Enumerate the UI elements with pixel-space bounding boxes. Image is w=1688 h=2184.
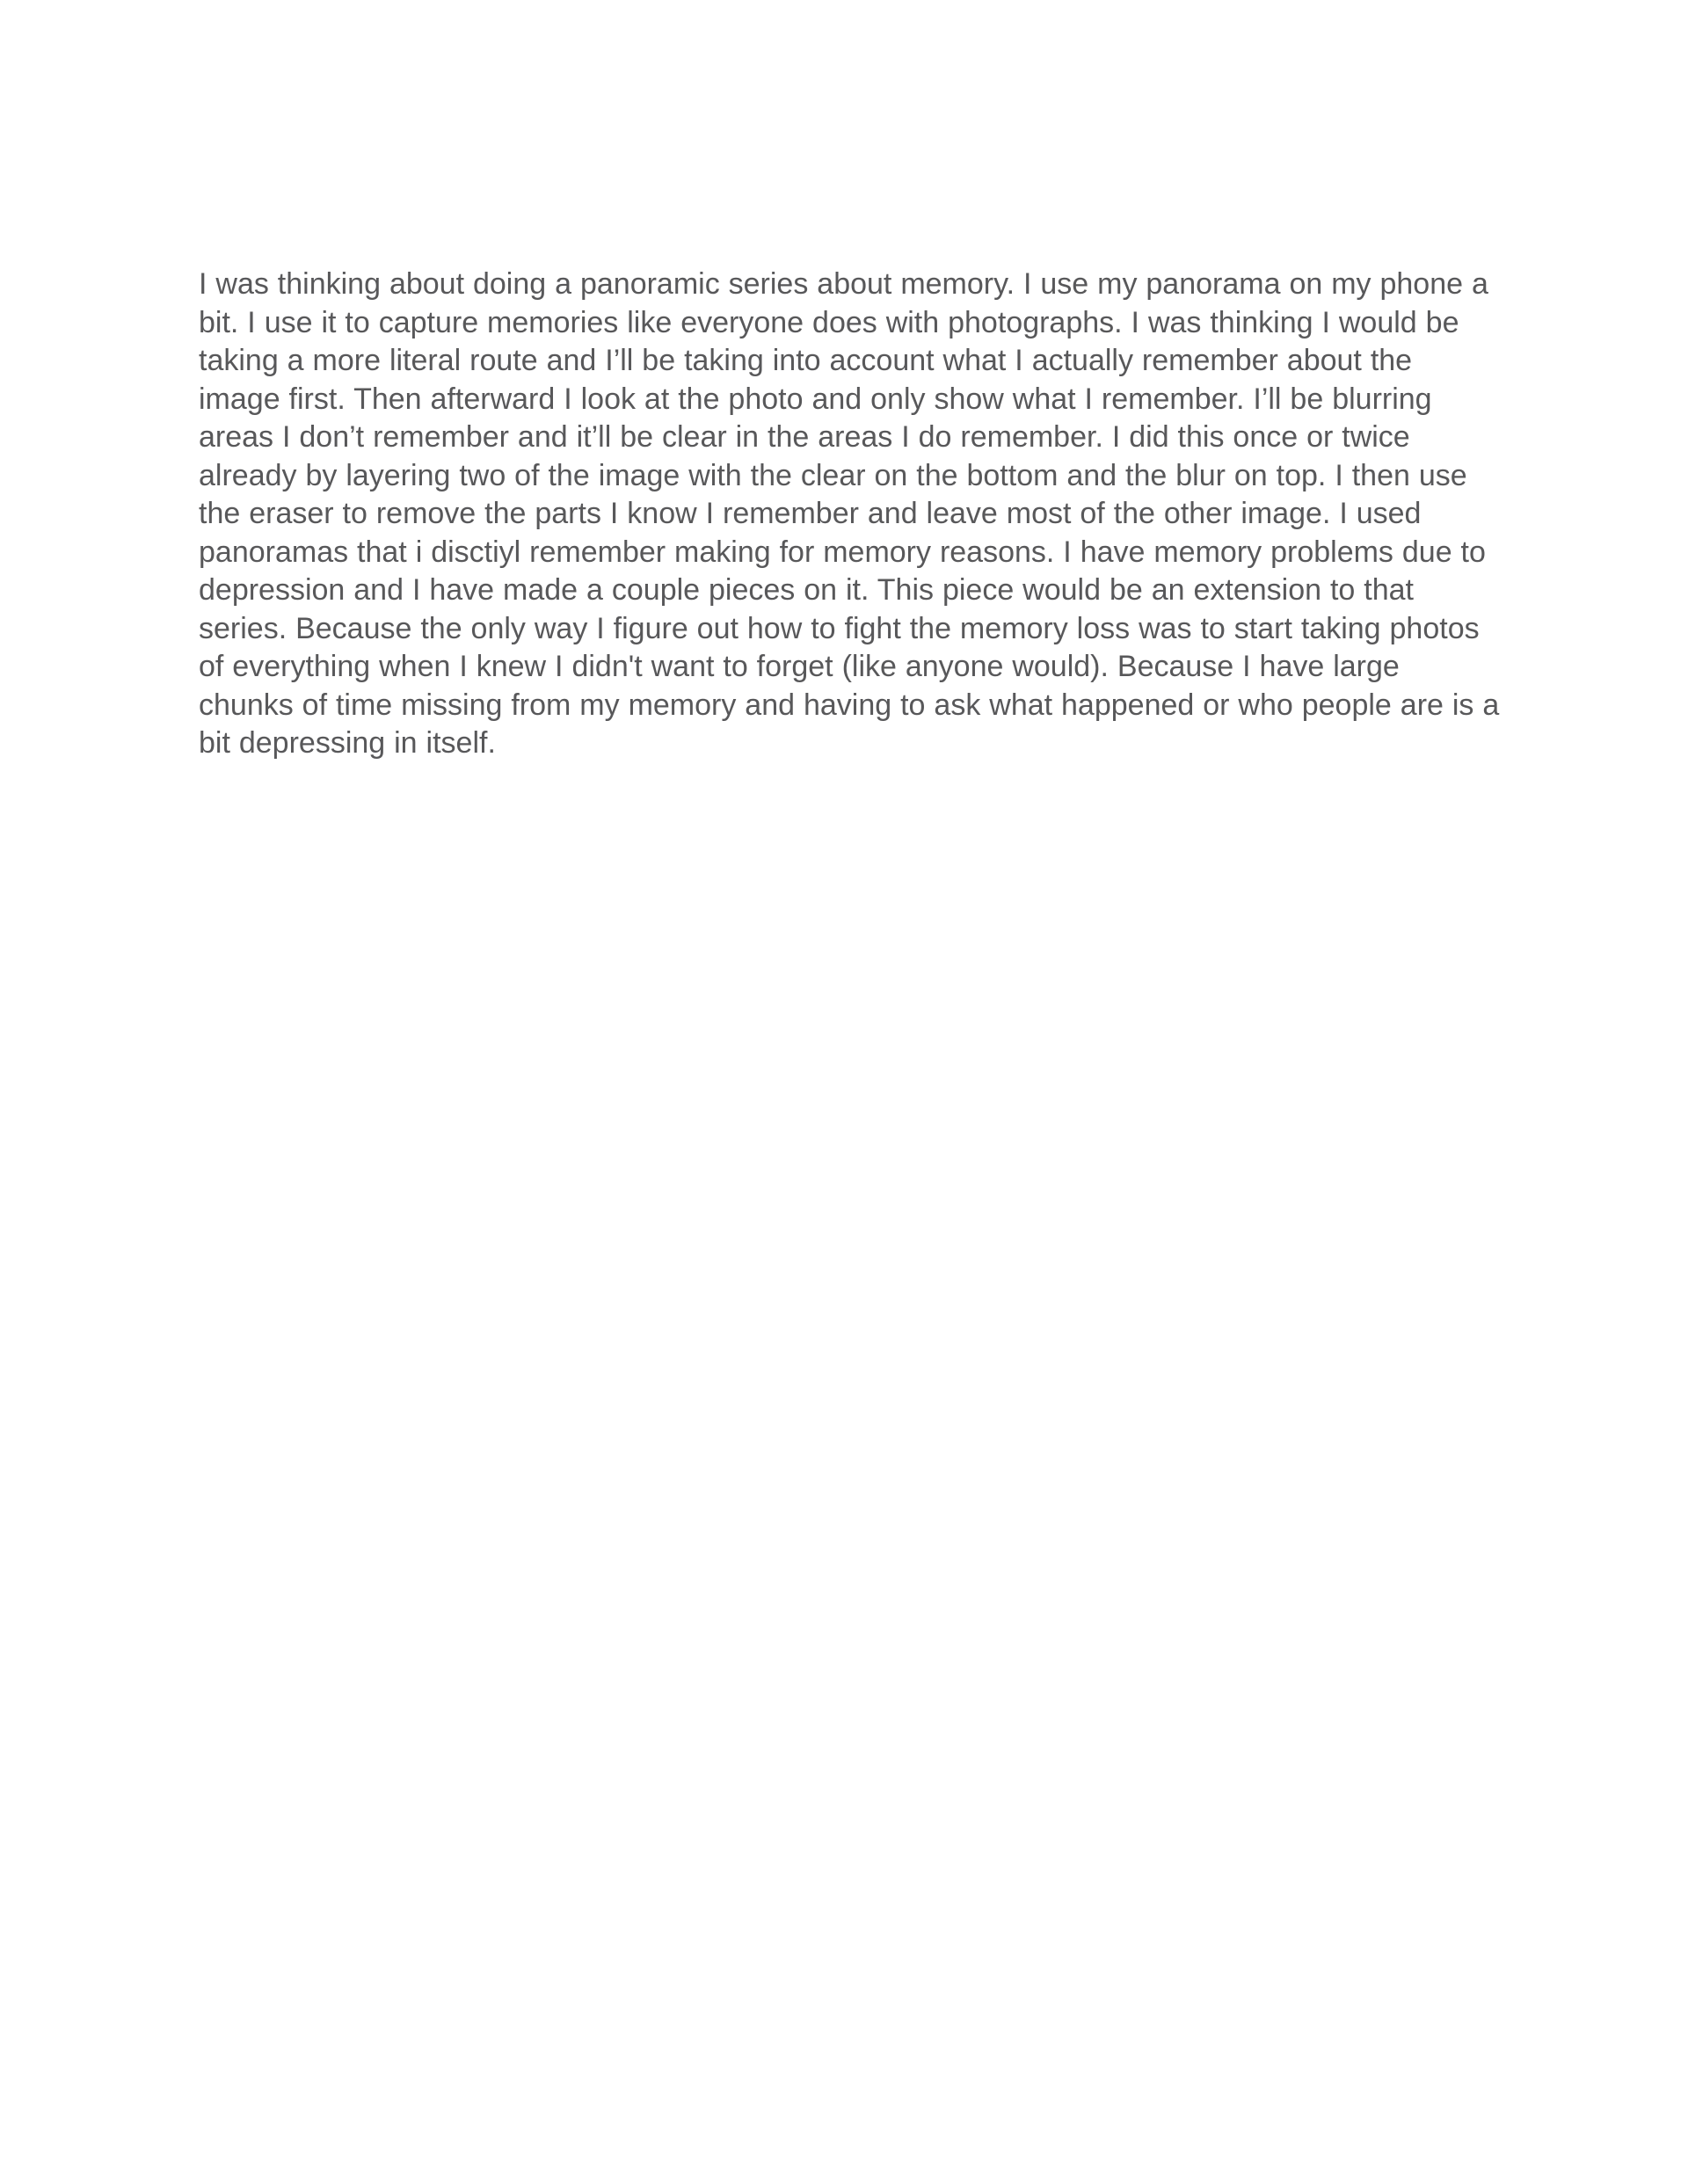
body-text-paragraph: I was thinking about doing a panoramic series about memory. I use my panorama on my phone a bit. I use it to capture memories like everyone does with photographs. I was thinking I would be taking a more literal route and I’ll be taking into account what I actually remember about the image first. Then afterward I look at the photo and only show what I remember. I’ll be blurring areas I don’t remember and it’ll be clear in the areas I do remember. I did this once or twice already by layering two of the image with the clear on the bottom and the blur on top. I then use the eraser to remove the parts I know I remember and leave most of the other image. I used panoramas that i disctiyl remember making for memory reasons. I have memory problems due to depression and I have made a couple pieces on it. This piece would be an extension to that series. Because the only way I figure out how to fight the memory loss was to start taking photos of everything when I knew I didn't want to forget (like anyone would). Because I have large chunks of time missing from my memory and having to ask what happened or who people are is a bit depressing in itself. [199, 267, 1500, 760]
